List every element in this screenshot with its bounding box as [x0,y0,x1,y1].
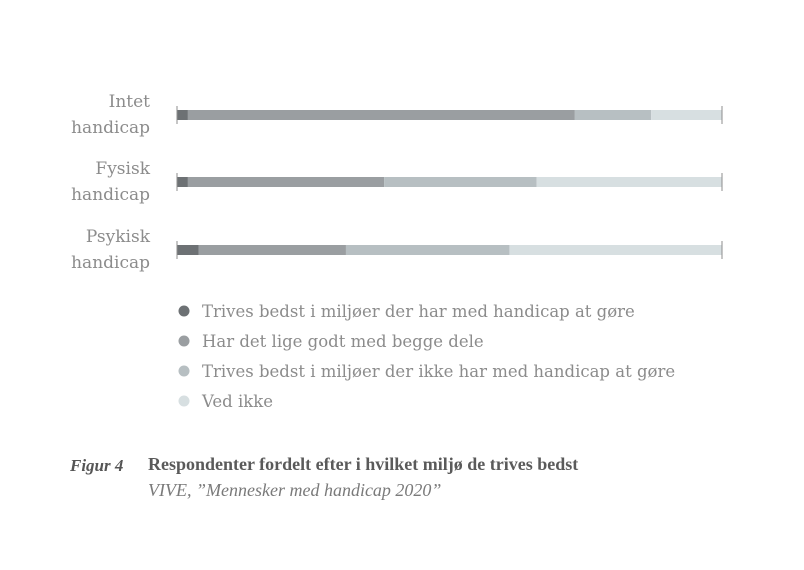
legend-label: Ved ikke [202,392,274,411]
category-labels [71,92,151,273]
legend-label: Trives bedst i miljøer der ikke har med handicap at gøre [202,362,676,381]
bar-segment [188,177,384,187]
bars [177,106,722,259]
category-label: Psykisk [85,227,150,247]
figure-number: Figur 4 [70,456,124,475]
legend-marker [179,366,190,377]
bar-segment [651,110,722,120]
legend-marker [179,336,190,347]
category-label: handicap [71,118,150,138]
legend-marker [179,396,190,407]
legend [179,302,676,411]
bar-segment [177,245,199,255]
bar-segment [575,110,651,120]
legend-label: Trives bedst i miljøer der har med handicap at gøre [202,302,635,321]
figure-source: VIVE, ”Mennesker med handicap 2020” [148,480,442,500]
category-label: Intet [108,92,150,112]
bar-segment [509,245,722,255]
category-label: handicap [71,253,150,273]
bar-segment [177,177,188,187]
bar-segment [188,110,575,120]
legend-marker [179,306,190,317]
bar-segment [384,177,537,187]
category-label: handicap [71,185,150,205]
bar-segment [177,110,188,120]
bar-segment [537,177,722,187]
category-label: Fysisk [95,159,150,179]
bar-segment [346,245,510,255]
bar-segment [199,245,346,255]
figure-title: Respondenter fordelt efter i hvilket miljø de trives bedst [148,454,579,474]
legend-label: Har det lige godt med begge dele [202,332,484,351]
